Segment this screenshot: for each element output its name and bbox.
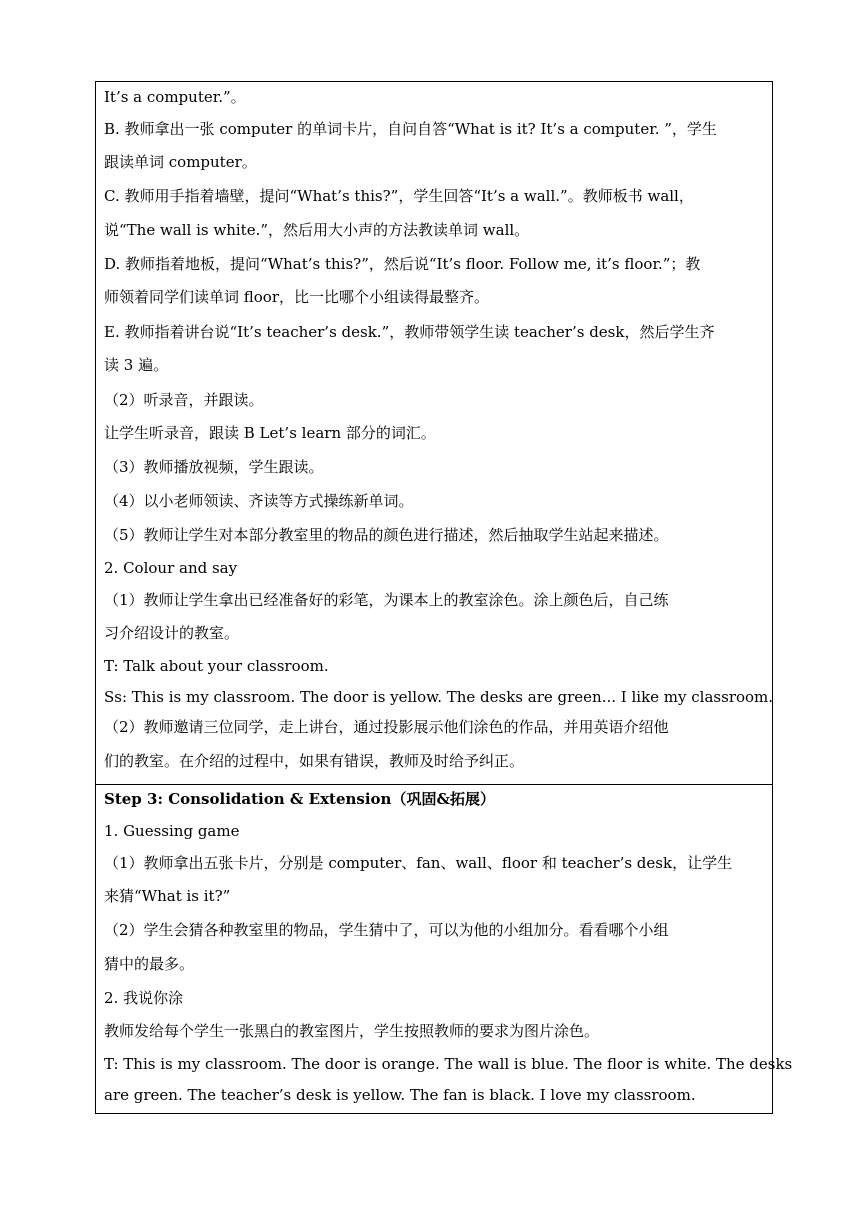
text-line: E. 教师指着讲台说“It’s teacher’s desk.”，教师带领学生读 teacher’s desk，然后学生齐 xyxy=(104,323,715,341)
text-line: 2. 我说你涂 xyxy=(104,989,184,1007)
teaching-steps-cell xyxy=(96,82,772,785)
lesson-plan-table xyxy=(95,81,793,1114)
text-line: It’s a computer.”。 xyxy=(104,88,246,106)
text-line: （3）教师播放视频，学生跟读。 xyxy=(104,458,324,476)
text-line: 说“The wall is white.”，然后用大小声的方法教读单词 wall。 xyxy=(104,221,530,239)
text-line: （5）教师让学生对本部分教室里的物品的颜色进行描述，然后抽取学生站起来描述。 xyxy=(104,526,669,544)
text-line: （4）以小老师领读、齐读等方式操练新单词。 xyxy=(104,492,414,510)
text-line: （1）教师让学生拿出已经准备好的彩笔，为课本上的教室涂色。涂上颜色后，自己练 xyxy=(104,591,669,609)
text-line: （2）教师邀请三位同学，走上讲台，通过投影展示他们涂色的作品，并用英语介绍他 xyxy=(104,718,669,736)
text-line: Ss: This is my classroom. The door is yellow. The desks are green... I like my classroom. xyxy=(104,688,774,706)
text-line: 猜中的最多。 xyxy=(104,955,195,973)
text-line: （1）教师拿出五张卡片，分别是 computer、fan、wall、floor 和 teacher’s desk，让学生 xyxy=(104,854,733,872)
text-line: 习介绍设计的教室。 xyxy=(104,624,240,642)
text-line: 跟读单词 computer。 xyxy=(104,153,257,171)
text-line: T: Talk about your classroom. xyxy=(104,657,329,675)
text-line: B. 教师拿出一张 computer 的单词卡片，自问自答“What is it? It’s a computer. ”，学生 xyxy=(104,120,717,138)
text-line: 教师发给每个学生一张黑白的教室图片，学生按照教师的要求为图片涂色。 xyxy=(104,1022,600,1040)
text-line: 师领着同学们读单词 floor，比一比哪个小组读得最整齐。 xyxy=(104,288,490,306)
text-line: 来猜“What is it?” xyxy=(104,887,231,905)
text-line: D. 教师指着地板，提问“What’s this?”，然后说“It’s floor. Follow me, it’s floor.”；教 xyxy=(104,255,701,273)
text-line: 让学生听录音，跟读 B Let’s learn 部分的词汇。 xyxy=(104,424,436,442)
text-line: T: This is my classroom. The door is orange. The wall is blue. The floor is white. The desks xyxy=(104,1055,793,1073)
text-line: C. 教师用手指着墙壁，提问“What’s this?”，学生回答“It’s a wall.”。教师板书 wall， xyxy=(104,187,694,205)
text-line: 们的教室。在介绍的过程中，如果有错误，教师及时给予纠正。 xyxy=(104,752,525,770)
text-line: 1. Guessing game xyxy=(104,822,240,840)
consolidation-extension-cell xyxy=(96,785,793,1113)
text-line: （2）听录音，并跟读。 xyxy=(104,391,264,409)
step-heading: Step 3: Consolidation & Extension（巩固&拓展） xyxy=(104,790,495,808)
text-line: （2）学生会猜各种教室里的物品，学生猜中了，可以为他的小组加分。看看哪个小组 xyxy=(104,921,669,939)
text-line: are green. The teacher’s desk is yellow. The fan is black. I love my classroom. xyxy=(104,1086,696,1104)
text-line: 2. Colour and say xyxy=(104,559,238,577)
text-line: 读 3 遍。 xyxy=(104,356,169,374)
